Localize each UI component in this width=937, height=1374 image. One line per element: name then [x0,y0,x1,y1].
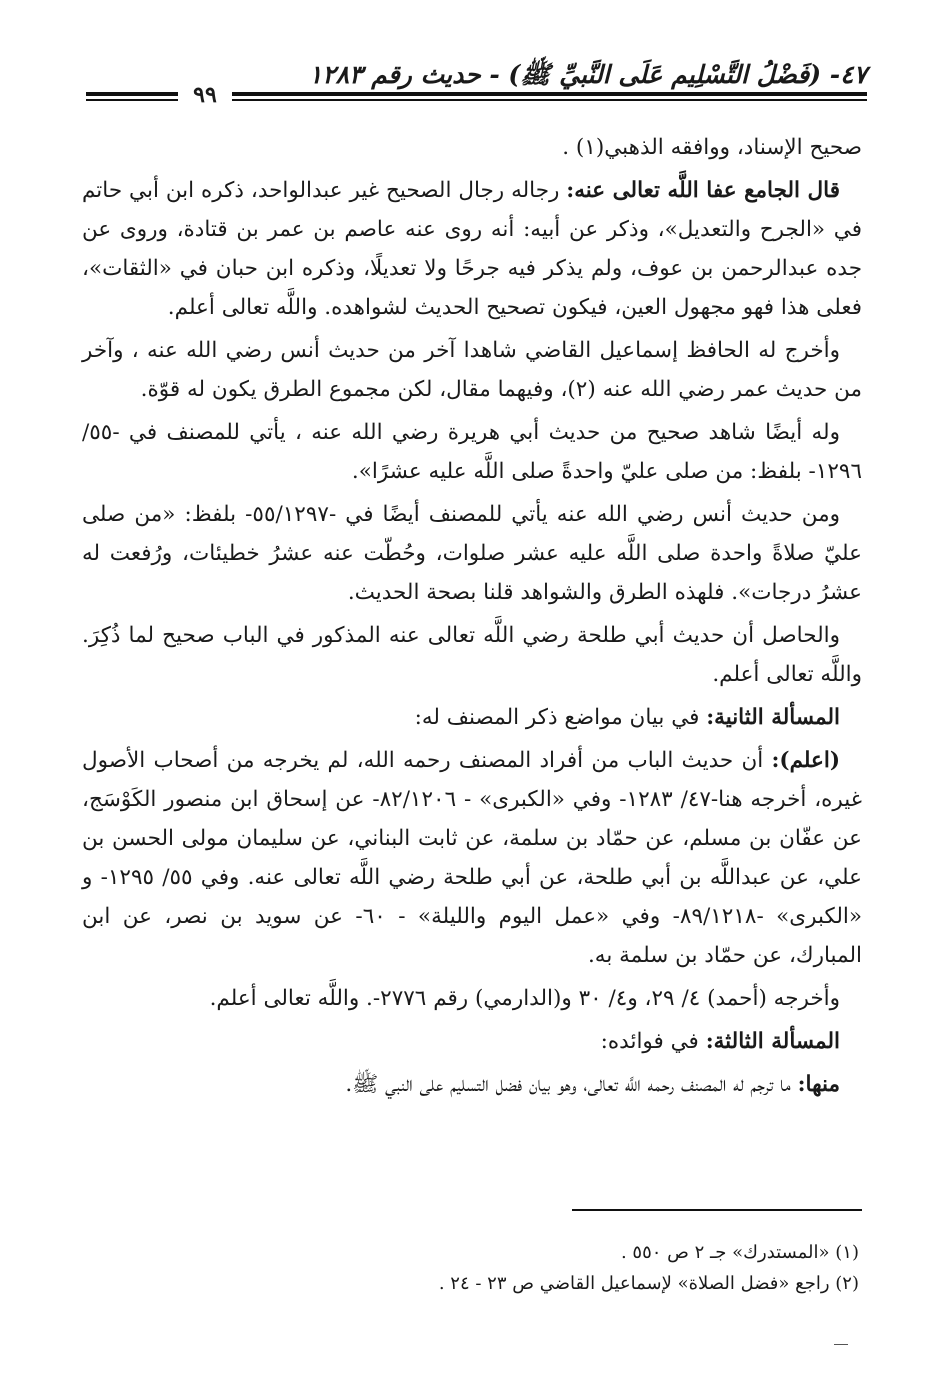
paragraph: قال الجامع عفا اللَّه تعالى عنه: رجاله رجال الصحيح غير عبدالواحد، ذكره ابن أبي حاتم في «الجرح والتعديل»، وذكر عن أبيه: أنه روى عنه عاصم بن عمر بن قتادة، وروى عن جده عبدالرحمن بن عوف، ولم يذكر فيه جرحًا ولا تعديلًا، وذكره ابن حبان في «الثقات»، فعلى هذا فهو مجهول العين، فيكون تصحيح الحديث لشواهده. واللَّه تعالى أعلم. [82,178,862,320]
page-mark [834,1344,848,1345]
section-heading-paragraph: المسألة الثانية: في بيان مواضع ذكر المصنف له: [414,705,840,730]
footnote-2: (٢) راجع «فضل الصلاة» لإسماعيل القاضي ص ٢٣ - ٢٤ . [438,1273,859,1294]
paragraph: ومن حديث أنس رضي الله عنه يأتي للمصنف أيضًا في -٥٥/١٢٩٧- بلفظ: «من صلى عليّ صلاةً واحدة صلى اللَّه عليه عشر صلوات، وحُطّت عنه عشرُ خطيئات، ورُفعت له عشرُ درجات». فلهذه الطرق والشواهد قلنا بصحة الحديث. [82,502,862,605]
footnotes [82,1237,859,1299]
section-heading-paragraph: المسألة الثالثة: في فوائده: [600,1029,840,1054]
paragraph: (اعلم): أن حديث الباب من أفراد المصنف رحمه الله، لم يخرجه من أصحاب الأصول غيره، أخرجه هنا-٤٧/ ١٢٨٣- وفي «الكبرى» - ٨٢/١٢٠٦- عن إسحاق ابن منصور الكَوْسَج، عن عفّان بن مسلم، عن حمّاد بن سلمة، عن ثابت البناني، عن سليمان مولى الحسن بن علي، عن عبداللَّه بن أبي طلحة، عن أبي طلحة رضي اللَّه تعالى عنه. وفي ٥٥/ ١٢٩٥- و «الكبرى» -٨٩/١٢١٨- وفي «عمل اليوم والليلة» - ٦٠- عن سويد بن نصر، عن ابن المبارك، عن حمّاد بن سلمة به. [82,748,863,968]
page-number: ٩٩ [193,82,217,108]
paragraph: منها: ما ترجم له المصنف رحمه اللَّه تعالى، وهو بيان فضل التسليم على النبي ﷺ. [345,1072,840,1097]
paragraph: وله أيضًا شاهد صحيح من حديث أبي هريرة رضي الله عنه ، يأتي للمصنف في -٥٥/ ١٢٩٦- بلفظ: من صلى عليّ واحدةً صلى اللَّه عليه عشرًا». [82,420,862,484]
paragraph: وأخرجه (أحمد) ٤/ ٢٩، و٤/ ٣٠ و(الدارمي) رقم ٢٧٧٦-. واللَّه تعالى أعلم. [209,986,840,1011]
main-text [82,128,862,1108]
paragraph: والحاصل أن حديث أبي طلحة رضي اللَّه تعالى عنه المذكور في الباب صحيح لما ذُكِرَ. واللَّه تعالى أعلم. [82,623,862,687]
footnote-separator [572,1209,862,1211]
paragraph: صحيح الإسناد، ووافقه الذهبي(١) . [562,135,862,160]
header-double-rule-left [86,92,178,101]
header-double-rule [232,92,867,101]
footnote-1: (١) «المستدرك» جـ ٢ ص ٥٥٠ . [620,1242,859,1263]
running-header-title: ٤٧- (فَضْلُ التَّسْلِيم عَلَى النَّبيِّ ﷺ) - حديث رقم ١٢٨٣ [308,60,867,89]
paragraph: وأخرج له الحافظ إسماعيل القاضي شاهدا آخر من حديث أنس رضي الله عنه ، وآخر من حديث عمر رضي الله عنه (٢)، وفيهما مقال، لكن مجموع الطرق يكون له قوّة. [82,338,862,402]
